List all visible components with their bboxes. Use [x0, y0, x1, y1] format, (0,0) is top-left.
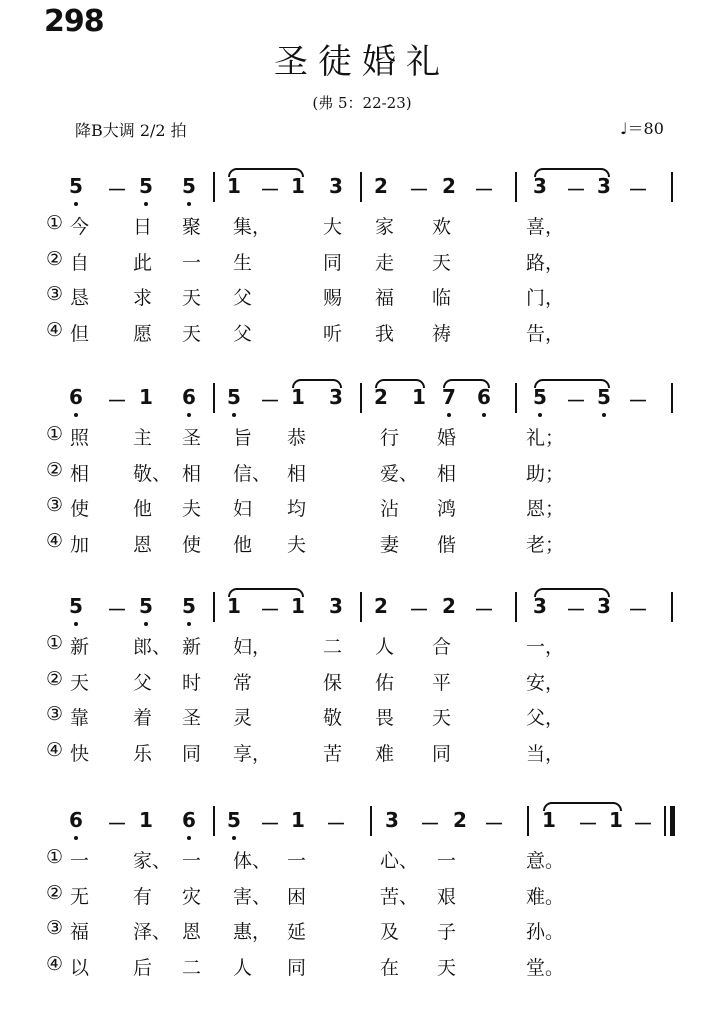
verse-number: ①	[46, 423, 64, 445]
low-octave-dot	[187, 413, 191, 417]
lyric-syllable: 使	[182, 533, 202, 556]
bar-line	[213, 383, 215, 413]
lyric-syllable: 恩	[182, 921, 202, 943]
lyric-syllable: 一	[182, 251, 202, 274]
dash-note: －	[566, 598, 586, 622]
lyric-syllable: 同	[432, 742, 452, 765]
dash-note: －	[474, 178, 494, 202]
lyric-syllable: 难	[375, 742, 395, 765]
lyric-syllable: 郎、	[133, 636, 172, 658]
numbered-note: 1	[291, 594, 305, 618]
lyric-syllable: 天	[437, 956, 457, 979]
lyric-syllable: 使	[70, 498, 90, 520]
low-octave-dot	[144, 622, 148, 626]
verse-number: ②	[46, 458, 64, 481]
half-note-icon: ♩	[620, 119, 628, 138]
lyric-syllable: 聚	[182, 216, 202, 238]
low-octave-dot	[187, 622, 191, 626]
numbered-note: 5	[597, 385, 611, 409]
low-octave-dot	[447, 413, 451, 417]
lyric-syllable: 惠，	[233, 921, 272, 943]
lyric-syllable: 乐	[133, 742, 153, 765]
numbered-note: 1	[291, 808, 305, 832]
verse-number: ③	[46, 494, 64, 516]
numbered-note: 6	[69, 385, 83, 409]
numbered-note: 3	[533, 174, 547, 198]
lyric-syllable: 照	[70, 427, 90, 449]
lyric-syllable: 保	[323, 671, 343, 694]
tempo-value: ＝80	[627, 119, 664, 138]
numbered-note: 5	[227, 385, 241, 409]
lyric-syllable: 灾	[182, 885, 202, 908]
numbered-note: 5	[69, 174, 83, 198]
lyric-syllable: 相	[70, 462, 90, 485]
dash-note: －	[260, 178, 280, 202]
lyric-syllable: 均	[287, 498, 307, 520]
bar-line	[671, 383, 673, 413]
numbered-note: 1	[227, 174, 241, 198]
bar-line	[527, 806, 529, 836]
numbered-note: 3	[329, 594, 343, 618]
numbered-note: 1	[412, 385, 426, 409]
lyric-syllable: 靠	[70, 707, 90, 729]
lyric-syllable: 安，	[526, 671, 565, 694]
numbered-note: 3	[329, 174, 343, 198]
dash-note: －	[420, 812, 440, 836]
low-octave-dot	[74, 622, 78, 626]
verse-number: ④	[46, 529, 64, 552]
dash-note: －	[628, 178, 648, 202]
hymn-title: 圣徒婚礼	[274, 42, 450, 82]
lyric-syllable: 沾	[380, 498, 400, 520]
lyric-syllable: 相	[437, 462, 457, 485]
tie-arc	[534, 379, 610, 388]
lyric-syllable: 求	[133, 287, 153, 309]
lyric-syllable: 助；	[526, 462, 565, 485]
lyric-syllable: 恳	[70, 287, 90, 309]
low-octave-dot	[74, 413, 78, 417]
lyric-syllable: 人	[233, 956, 253, 979]
low-octave-dot	[602, 413, 606, 417]
numbered-note: 1	[139, 385, 153, 409]
lyric-syllable: 着	[133, 707, 153, 729]
dash-note: －	[107, 812, 127, 836]
dash-note: －	[260, 812, 280, 836]
numbered-note: 6	[477, 385, 491, 409]
dash-note: －	[474, 598, 494, 622]
verse-number: ④	[46, 952, 64, 975]
lyric-syllable: 天	[432, 707, 452, 729]
lyric-syllable: 临	[432, 287, 452, 309]
lyric-syllable: 享，	[233, 742, 272, 765]
lyric-syllable: 天	[70, 671, 90, 694]
lyric-syllable: 夫	[182, 498, 202, 520]
verse-number: ②	[46, 667, 64, 690]
lyric-syllable: 告，	[526, 322, 565, 345]
dash-note: －	[578, 812, 598, 836]
lyric-syllable: 相	[182, 462, 202, 485]
numbered-note: 2	[442, 174, 456, 198]
lyric-syllable: 子	[437, 921, 457, 943]
lyric-syllable: 自	[70, 251, 90, 274]
lyric-syllable: 行	[380, 427, 400, 449]
dash-note: －	[107, 598, 127, 622]
tie-arc	[443, 379, 490, 388]
numbered-note: 6	[182, 385, 196, 409]
lyric-syllable: 天	[432, 251, 452, 274]
lyric-syllable: 恩	[133, 533, 153, 556]
lyric-syllable: 妇，	[233, 636, 272, 658]
dash-note: －	[409, 178, 429, 202]
dash-note: －	[260, 598, 280, 622]
tie-arc	[292, 379, 342, 388]
bar-line	[213, 806, 215, 836]
lyric-syllable: 常	[233, 671, 253, 694]
low-octave-dot	[187, 836, 191, 840]
numbered-note: 2	[442, 594, 456, 618]
lyric-syllable: 婚	[437, 427, 457, 449]
lyric-syllable: 圣	[182, 427, 202, 449]
bar-line	[515, 592, 517, 622]
low-octave-dot	[74, 836, 78, 840]
dash-note: －	[566, 389, 586, 413]
lyric-syllable: 欢	[432, 216, 452, 238]
lyric-syllable: 害、	[233, 885, 272, 908]
lyric-syllable: 同	[182, 742, 202, 765]
lyric-syllable: 福	[70, 921, 90, 943]
lyric-syllable: 无	[70, 885, 90, 908]
lyric-syllable: 礼；	[526, 427, 565, 449]
low-octave-dot	[538, 413, 542, 417]
low-octave-dot	[74, 202, 78, 206]
lyric-syllable: 信、	[233, 462, 272, 485]
dash-note: －	[484, 812, 504, 836]
lyric-syllable: 父，	[526, 707, 565, 729]
verse-number: ④	[46, 738, 64, 761]
lyric-syllable: 人	[375, 636, 395, 658]
lyric-syllable: 父	[233, 322, 253, 345]
numbered-note: 1	[291, 174, 305, 198]
lyric-syllable: 难。	[526, 885, 565, 908]
tie-arc	[228, 168, 304, 177]
lyric-syllable: 合	[432, 636, 452, 658]
lyric-syllable: 日	[133, 216, 153, 238]
verse-number: ②	[46, 247, 64, 270]
numbered-note: 3	[329, 385, 343, 409]
tempo-marking	[620, 116, 664, 139]
lyric-syllable: 天	[182, 322, 202, 345]
lyric-syllable: 恩；	[526, 498, 565, 520]
lyric-syllable: 艰	[437, 885, 457, 908]
tie-arc	[228, 588, 304, 597]
numbered-note: 2	[374, 385, 388, 409]
numbered-note: 5	[182, 174, 196, 198]
numbered-note: 3	[385, 808, 399, 832]
lyric-syllable: 后	[133, 956, 153, 979]
lyric-syllable: 今	[70, 216, 90, 238]
bar-line	[360, 172, 362, 202]
numbered-note: 2	[453, 808, 467, 832]
lyric-syllable: 偕	[437, 533, 457, 556]
lyric-syllable: 祷	[432, 322, 452, 345]
bar-line	[213, 592, 215, 622]
lyric-syllable: 泽、	[133, 921, 172, 943]
bar-line	[671, 592, 673, 622]
lyric-syllable: 意。	[526, 850, 565, 872]
numbered-note: 5	[227, 808, 241, 832]
lyric-syllable: 路，	[526, 251, 565, 274]
lyric-syllable: 二	[323, 636, 343, 658]
numbered-note: 1	[227, 594, 241, 618]
lyric-syllable: 相	[287, 462, 307, 485]
lyric-syllable: 夫	[287, 533, 307, 556]
lyric-syllable: 父	[233, 287, 253, 309]
lyric-syllable: 生	[233, 251, 253, 274]
lyric-syllable: 以	[70, 956, 90, 979]
tie-arc	[534, 168, 610, 177]
lyric-syllable: 畏	[375, 707, 395, 729]
lyric-syllable: 父	[133, 671, 153, 694]
lyric-syllable: 二	[182, 956, 202, 979]
lyric-syllable: 有	[133, 885, 153, 908]
bar-line	[671, 172, 673, 202]
lyric-syllable: 旨	[233, 427, 253, 449]
low-octave-dot	[232, 413, 236, 417]
numbered-note: 3	[533, 594, 547, 618]
verse-number: ④	[46, 318, 64, 341]
lyric-syllable: 一	[287, 850, 307, 872]
numbered-note: 5	[533, 385, 547, 409]
lyric-syllable: 灵	[233, 707, 253, 729]
lyric-syllable: 大	[323, 216, 343, 238]
lyric-syllable: 一	[182, 850, 202, 872]
numbered-note: 1	[139, 808, 153, 832]
lyric-syllable: 及	[380, 921, 400, 943]
lyric-syllable: 孙。	[526, 921, 565, 943]
lyric-syllable: 当，	[526, 742, 565, 765]
numbered-note: 3	[597, 174, 611, 198]
lyric-syllable: 一	[70, 850, 90, 872]
numbered-note: 5	[139, 594, 153, 618]
key-signature: 降B大调 2/2 拍	[75, 121, 187, 140]
bar-line	[370, 806, 372, 836]
lyric-syllable: 他	[233, 533, 253, 556]
low-octave-dot	[187, 202, 191, 206]
lyric-syllable: 同	[323, 251, 343, 274]
low-octave-dot	[482, 413, 486, 417]
numbered-note: 5	[139, 174, 153, 198]
numbered-note: 1	[291, 385, 305, 409]
lyric-syllable: 鸿	[437, 498, 457, 520]
numbered-note: 5	[182, 594, 196, 618]
lyric-syllable: 妻	[380, 533, 400, 556]
lyric-syllable: 苦	[323, 742, 343, 765]
lyric-syllable: 困	[287, 885, 307, 908]
lyric-syllable: 新	[182, 636, 202, 658]
numbered-note: 1	[609, 808, 623, 832]
lyric-syllable: 他	[133, 498, 153, 520]
lyric-syllable: 平	[432, 671, 452, 694]
lyric-syllable: 快	[70, 742, 90, 765]
lyric-syllable: 时	[182, 671, 202, 694]
dash-note: －	[633, 812, 653, 836]
lyric-syllable: 听	[323, 322, 343, 345]
lyric-syllable: 体、	[233, 850, 272, 872]
lyric-syllable: 主	[133, 427, 153, 449]
hymn-number: 298	[44, 4, 104, 39]
dash-note: －	[628, 598, 648, 622]
dash-note: －	[107, 178, 127, 202]
lyric-syllable: 苦、	[380, 885, 419, 908]
lyric-syllable: 在	[380, 956, 400, 979]
numbered-note: 7	[442, 385, 456, 409]
lyric-syllable: 家	[375, 216, 395, 238]
lyric-syllable: 同	[287, 956, 307, 979]
lyric-syllable: 圣	[182, 707, 202, 729]
dash-note: －	[326, 812, 346, 836]
bar-line	[515, 383, 517, 413]
numbered-note: 6	[182, 808, 196, 832]
verse-number: ③	[46, 283, 64, 305]
lyric-syllable: 福	[375, 287, 395, 309]
tie-arc	[534, 588, 610, 597]
lyric-syllable: 敬、	[133, 462, 172, 485]
lyric-syllable: 敬	[323, 707, 343, 729]
numbered-note: 2	[374, 174, 388, 198]
lyric-syllable: 赐	[323, 287, 343, 309]
verse-number: ①	[46, 846, 64, 868]
bar-line	[515, 172, 517, 202]
lyric-syllable: 门，	[526, 287, 565, 309]
verse-number: ②	[46, 881, 64, 904]
dash-note: －	[260, 389, 280, 413]
verse-number: ①	[46, 632, 64, 654]
verse-number: ③	[46, 917, 64, 939]
verse-number: ①	[46, 212, 64, 234]
lyric-syllable: 我	[375, 322, 395, 345]
bar-line	[360, 383, 362, 413]
final-bar-thin	[664, 806, 666, 836]
dash-note: －	[566, 178, 586, 202]
lyric-syllable: 心、	[380, 850, 419, 872]
scripture-reference: (弗 5：22-23)	[312, 94, 412, 112]
lyric-syllable: 天	[182, 287, 202, 309]
numbered-note: 2	[374, 594, 388, 618]
numbered-note: 5	[69, 594, 83, 618]
lyric-syllable: 佑	[375, 671, 395, 694]
lyric-syllable: 老；	[526, 533, 565, 556]
tie-arc	[375, 379, 425, 388]
bar-line	[213, 172, 215, 202]
lyric-syllable: 新	[70, 636, 90, 658]
lyric-syllable: 妇	[233, 498, 253, 520]
lyric-syllable: 堂。	[526, 956, 565, 979]
verse-number: ③	[46, 703, 64, 725]
dash-note: －	[409, 598, 429, 622]
numbered-note: 6	[69, 808, 83, 832]
numbered-note: 1	[542, 808, 556, 832]
lyric-syllable: 但	[70, 322, 90, 345]
low-octave-dot	[144, 202, 148, 206]
lyric-syllable: 喜，	[526, 216, 565, 238]
lyric-syllable: 延	[287, 921, 307, 943]
lyric-syllable: 集，	[233, 216, 272, 238]
tie-arc	[543, 802, 622, 811]
lyric-syllable: 愿	[133, 322, 153, 345]
dash-note: －	[107, 389, 127, 413]
lyric-syllable: 加	[70, 533, 90, 556]
lyric-syllable: 爱、	[380, 462, 419, 485]
final-bar-thick	[670, 806, 675, 836]
bar-line	[360, 592, 362, 622]
lyric-syllable: 家、	[133, 850, 172, 872]
lyric-syllable: 一	[437, 850, 457, 872]
low-octave-dot	[232, 836, 236, 840]
dash-note: －	[628, 389, 648, 413]
numbered-note: 3	[597, 594, 611, 618]
lyric-syllable: 走	[375, 251, 395, 274]
lyric-syllable: 此	[133, 251, 153, 274]
lyric-syllable: 恭	[287, 427, 307, 449]
lyric-syllable: 一，	[526, 636, 565, 658]
